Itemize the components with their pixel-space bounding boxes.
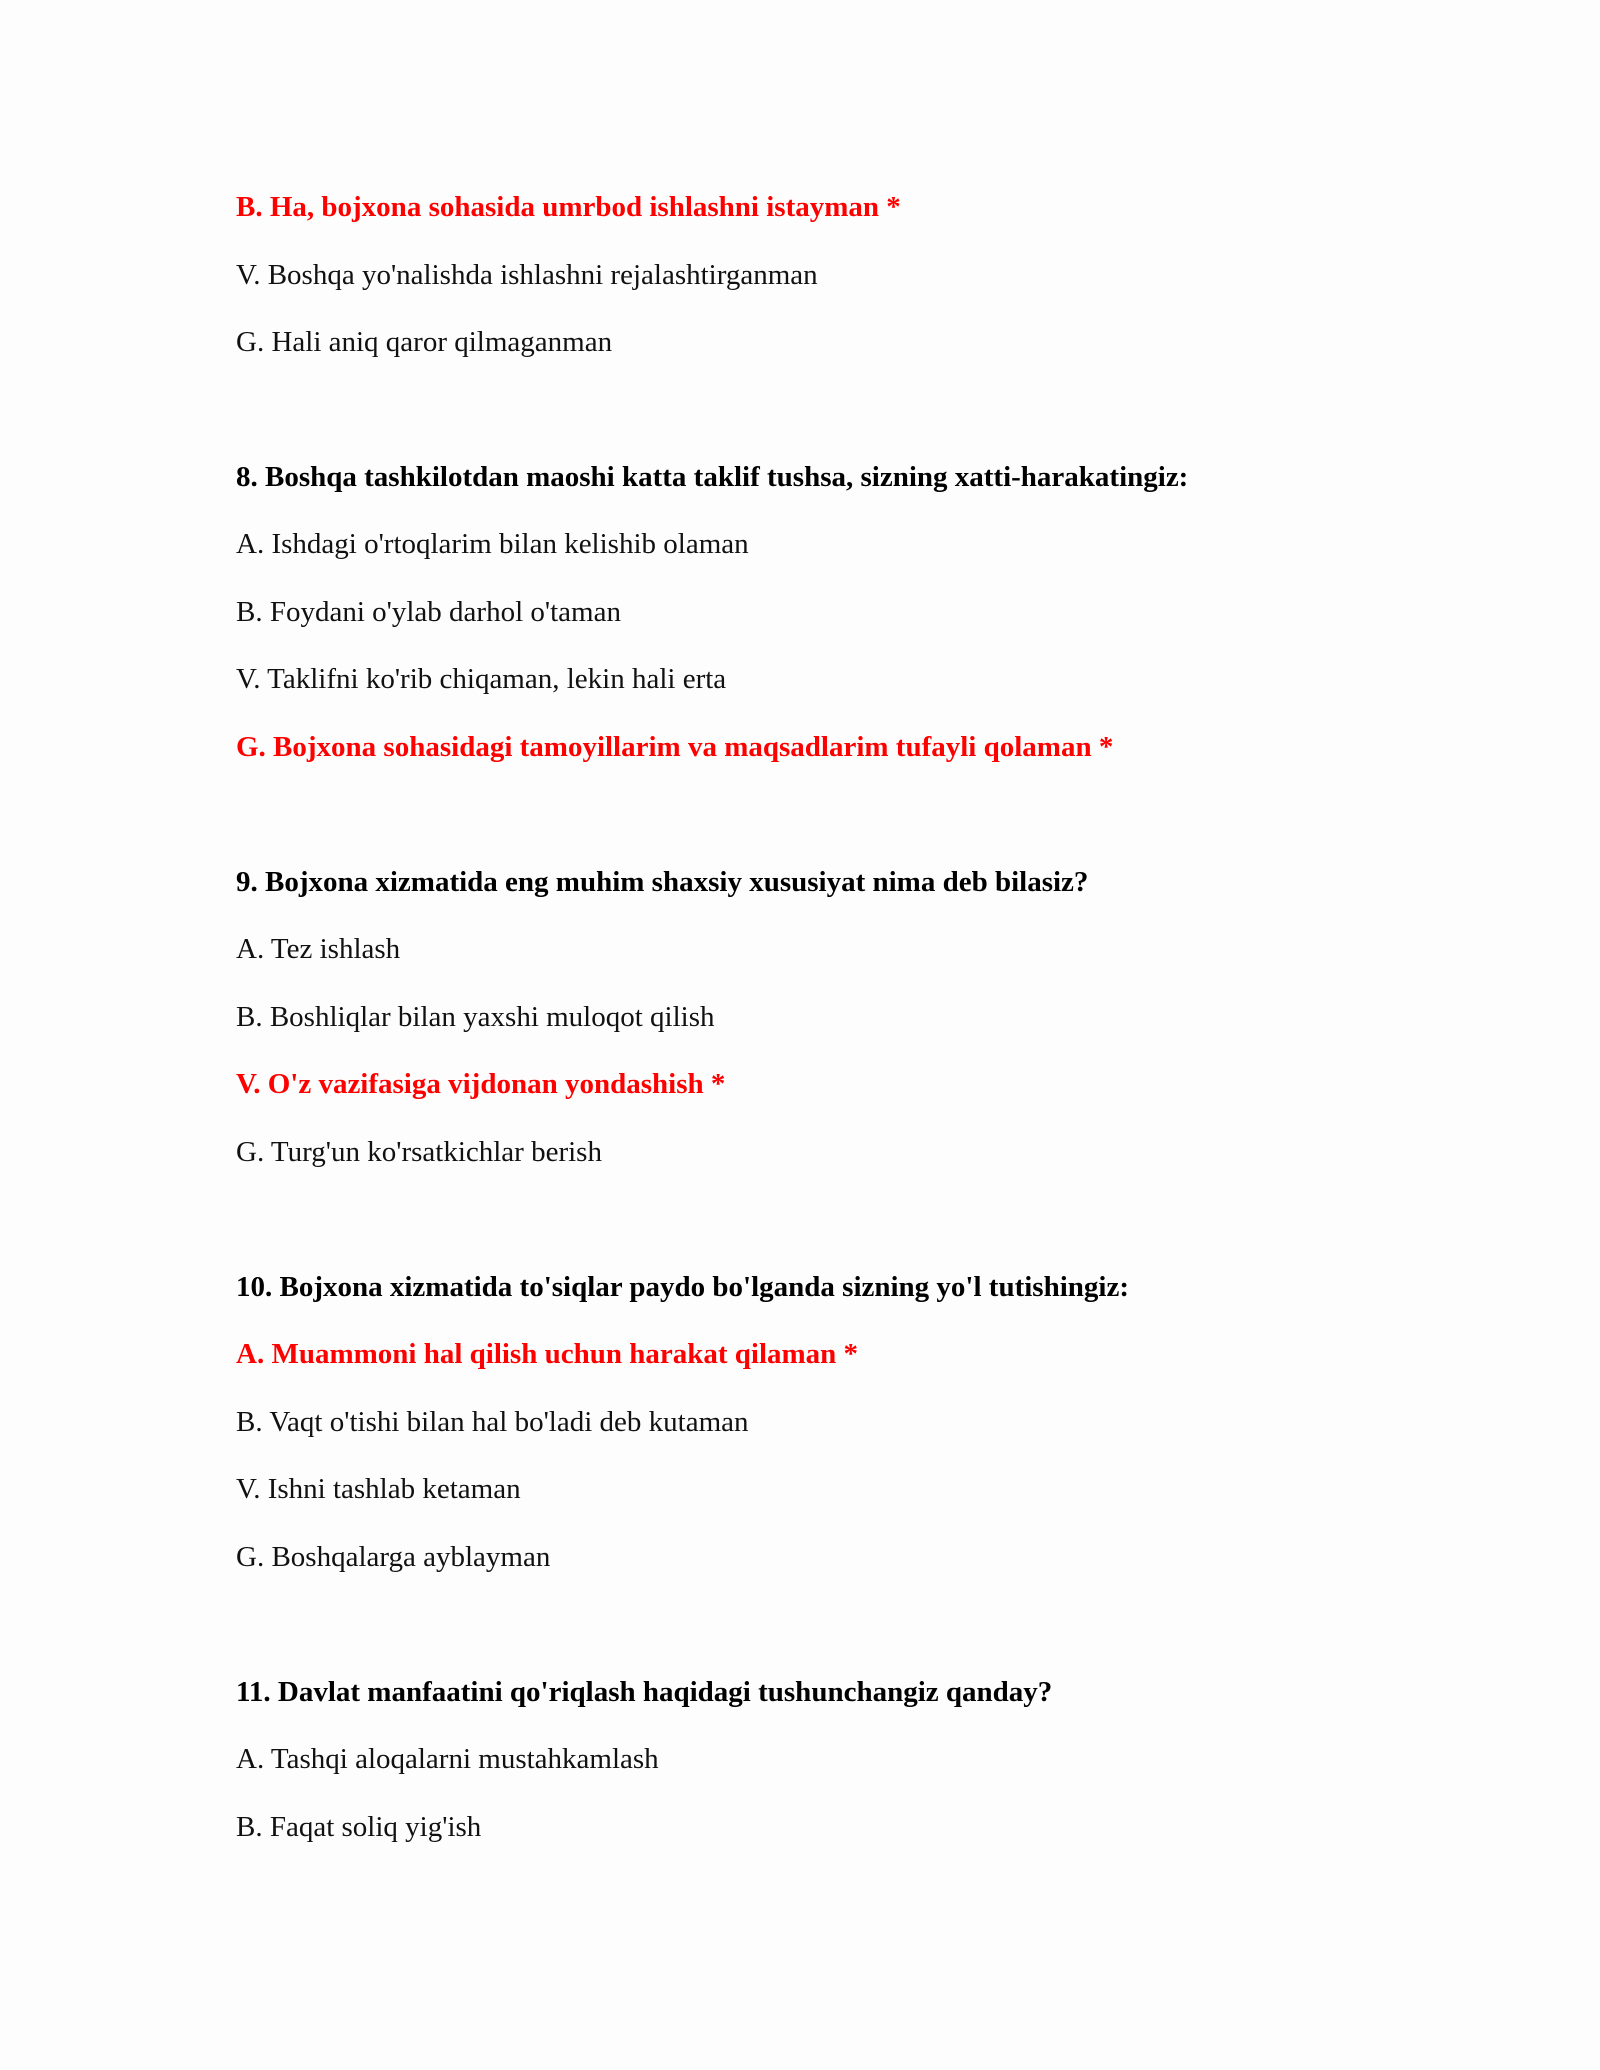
answer-option: V. Boshqa yo'nalishda ishlashni rejalashtirganman xyxy=(236,259,818,291)
answer-option: B. Boshliqlar bilan yaxshi muloqot qilish xyxy=(236,1001,715,1033)
question-heading: 11. Davlat manfaatini qo'riqlash haqidagi tushunchangiz qanday? xyxy=(236,1676,1053,1708)
question-heading: 10. Bojxona xizmatida to'siqlar paydo bo'lganda sizning yo'l tutishingiz: xyxy=(236,1271,1129,1303)
answer-option-correct: G. Bojxona sohasidagi tamoyillarim va maqsadlarim tufayli qolaman * xyxy=(236,731,1114,763)
answer-option-correct: V. O'z vazifasiga vijdonan yondashish * xyxy=(236,1068,726,1100)
answer-option-correct: B. Ha, bojxona sohasida umrbod ishlashni istayman * xyxy=(236,191,901,223)
question-heading: 9. Bojxona xizmatida eng muhim shaxsiy xususiyat nima deb bilasiz? xyxy=(236,866,1089,898)
answer-option: A. Tashqi aloqalarni mustahkamlash xyxy=(236,1743,659,1775)
answer-option-correct: A. Muammoni hal qilish uchun harakat qilaman * xyxy=(236,1338,859,1370)
answer-option: B. Faqat soliq yig'ish xyxy=(236,1811,482,1843)
question-heading: 8. Boshqa tashkilotdan maoshi katta taklif tushsa, sizning xatti-harakatingiz: xyxy=(236,461,1189,493)
answer-option: B. Foydani o'ylab darhol o'taman xyxy=(236,596,621,628)
answer-option: G. Hali aniq qaror qilmaganman xyxy=(236,326,613,358)
answer-option: A. Tez ishlash xyxy=(236,933,401,965)
answer-option: G. Turg'un ko'rsatkichlar berish xyxy=(236,1136,602,1168)
answer-option: V. Taklifni ko'rib chiqaman, lekin hali erta xyxy=(236,663,727,695)
answer-option: B. Vaqt o'tishi bilan hal bo'ladi deb kutaman xyxy=(236,1406,749,1438)
answer-option: V. Ishni tashlab ketaman xyxy=(236,1473,521,1505)
answer-option: G. Boshqalarga ayblayman xyxy=(236,1541,551,1573)
answer-option: A. Ishdagi o'rtoqlarim bilan kelishib olaman xyxy=(236,528,749,560)
